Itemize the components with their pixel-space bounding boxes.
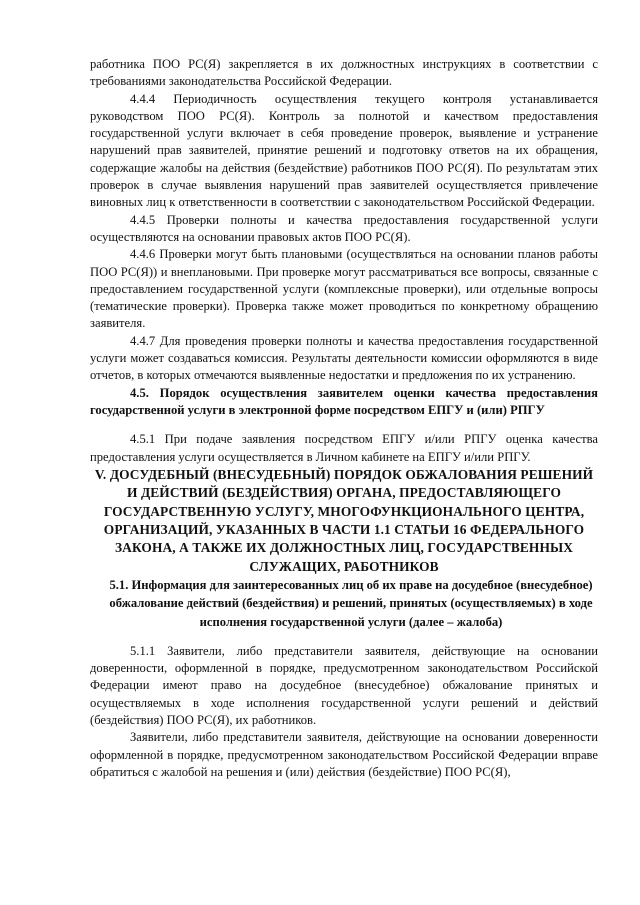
paragraph-continuation: работника ПОО РС(Я) закрепляется в их должностных инструкциях в соответствии с требованиями законодательства Российской Федерации. xyxy=(90,57,598,89)
paragraph-4-4-5: 4.4.5 Проверки полноты и качества предоставления государственной услуги осуществляются на основании правовых актов ПОО РС(Я). xyxy=(90,212,598,244)
paragraph-4-5-1: 4.5.1 При подаче заявления посредством ЕПГУ и/или РПГУ оценка качества предоставления услуги осуществляется в Личном кабинете на ЕПГУ и/или РПГУ. xyxy=(90,432,598,464)
subsection-5-1-heading: 5.1. Информация для заинтересованных лиц об их праве на досудебное (внесудебное) обжалование действий (бездействия) и решений, принятых (осуществляемых) в ходе исполнения государственной услуги (далее – жалоба) xyxy=(109,578,593,629)
section-4-5-heading: 4.5. Порядок осуществления заявителем оценки качества предоставления государственной услуги в электронной форме посредством ЕПГУ и (или) РПГУ xyxy=(90,385,598,417)
paragraph-applicants-appeal: Заявители, либо представители заявителя, действующие на основании доверенности оформленной в порядке, предусмотренном законодательством Российской Федерации вправе обратиться с жалобой на решения и (или) действия (бездействие) ПОО РС(Я), xyxy=(90,730,598,779)
paragraph-5-1-1: 5.1.1 Заявители, либо представители заявителя, действующие на основании доверенности, оформленной в порядке, предусмотренном законодательством Российской Федерации имеют право на досудебное (внесудебное) обжалование принятых и осуществляемых в ходе исполнения государственной услуги решений и действий (бездействия) ПОО РС(Я), их работников. xyxy=(90,643,598,728)
section-v-heading: V. ДОСУДЕБНЫЙ (ВНЕСУДЕБНЫЙ) ПОРЯДОК ОБЖАЛОВАНИЯ РЕШЕНИЙ И ДЕЙСТВИЙ (БЕЗДЕЙСТВИЯ) ОРГАНА, ПРЕДОСТАВЛЯЮЩЕГО ГОСУДАРСТВЕННУЮ УСЛУГУ, МНОГОФУНКЦИОНАЛЬНОГО ЦЕНТРА, ОРГАНИЗАЦИЙ, УКАЗАННЫХ В ЧАСТИ 1.1 СТАТЬИ 16 ФЕДЕРАЛЬНОГО ЗАКОНА, А ТАКЖЕ ИХ ДОЛЖНОСТНЫХ ЛИЦ, ГОСУДАРСТВЕННЫХ СЛУЖАЩИХ, РАБОТНИКОВ xyxy=(94,466,594,574)
paragraph-4-4-7: 4.4.7 Для проведения проверки полноты и качества предоставления государственной услуги может создаваться комиссия. Результаты деятельности комиссии оформляются в виде отчетов, в которых отмечаются выявленные недостатки и предложения по их устранению. xyxy=(90,333,598,383)
paragraph-4-4-4: 4.4.4 Периодичность осуществления текущего контроля устанавливается руководством ПОО РС(Я). Контроль за полнотой и качеством предоставления государственной услуги включает в себя проведение проверок, выявление и устранение нарушений прав заявителей, принятие решений и подготовку ответов на их обращения, содержащие жалобы на действия (бездействие) работников ПОО РС(Я). По результатам этих проверок в случае выявления нарушений прав заявителей осуществляется привлечение виновных лиц к ответственности в соответствии с законодательством Российской Федерации. xyxy=(90,91,598,210)
document-page xyxy=(90,56,598,781)
paragraph-4-4-6: 4.4.6 Проверки могут быть плановыми (осуществляться на основании планов работы ПОО РС(Я)) и внеплановыми. При проверке могут рассматриваться все вопросы, связанные с предоставлением государственной услуги (комплексные проверки), или отдельные вопросы (тематические проверки). Проверка также может проводиться по конкретному обращению заявителя. xyxy=(90,247,598,331)
